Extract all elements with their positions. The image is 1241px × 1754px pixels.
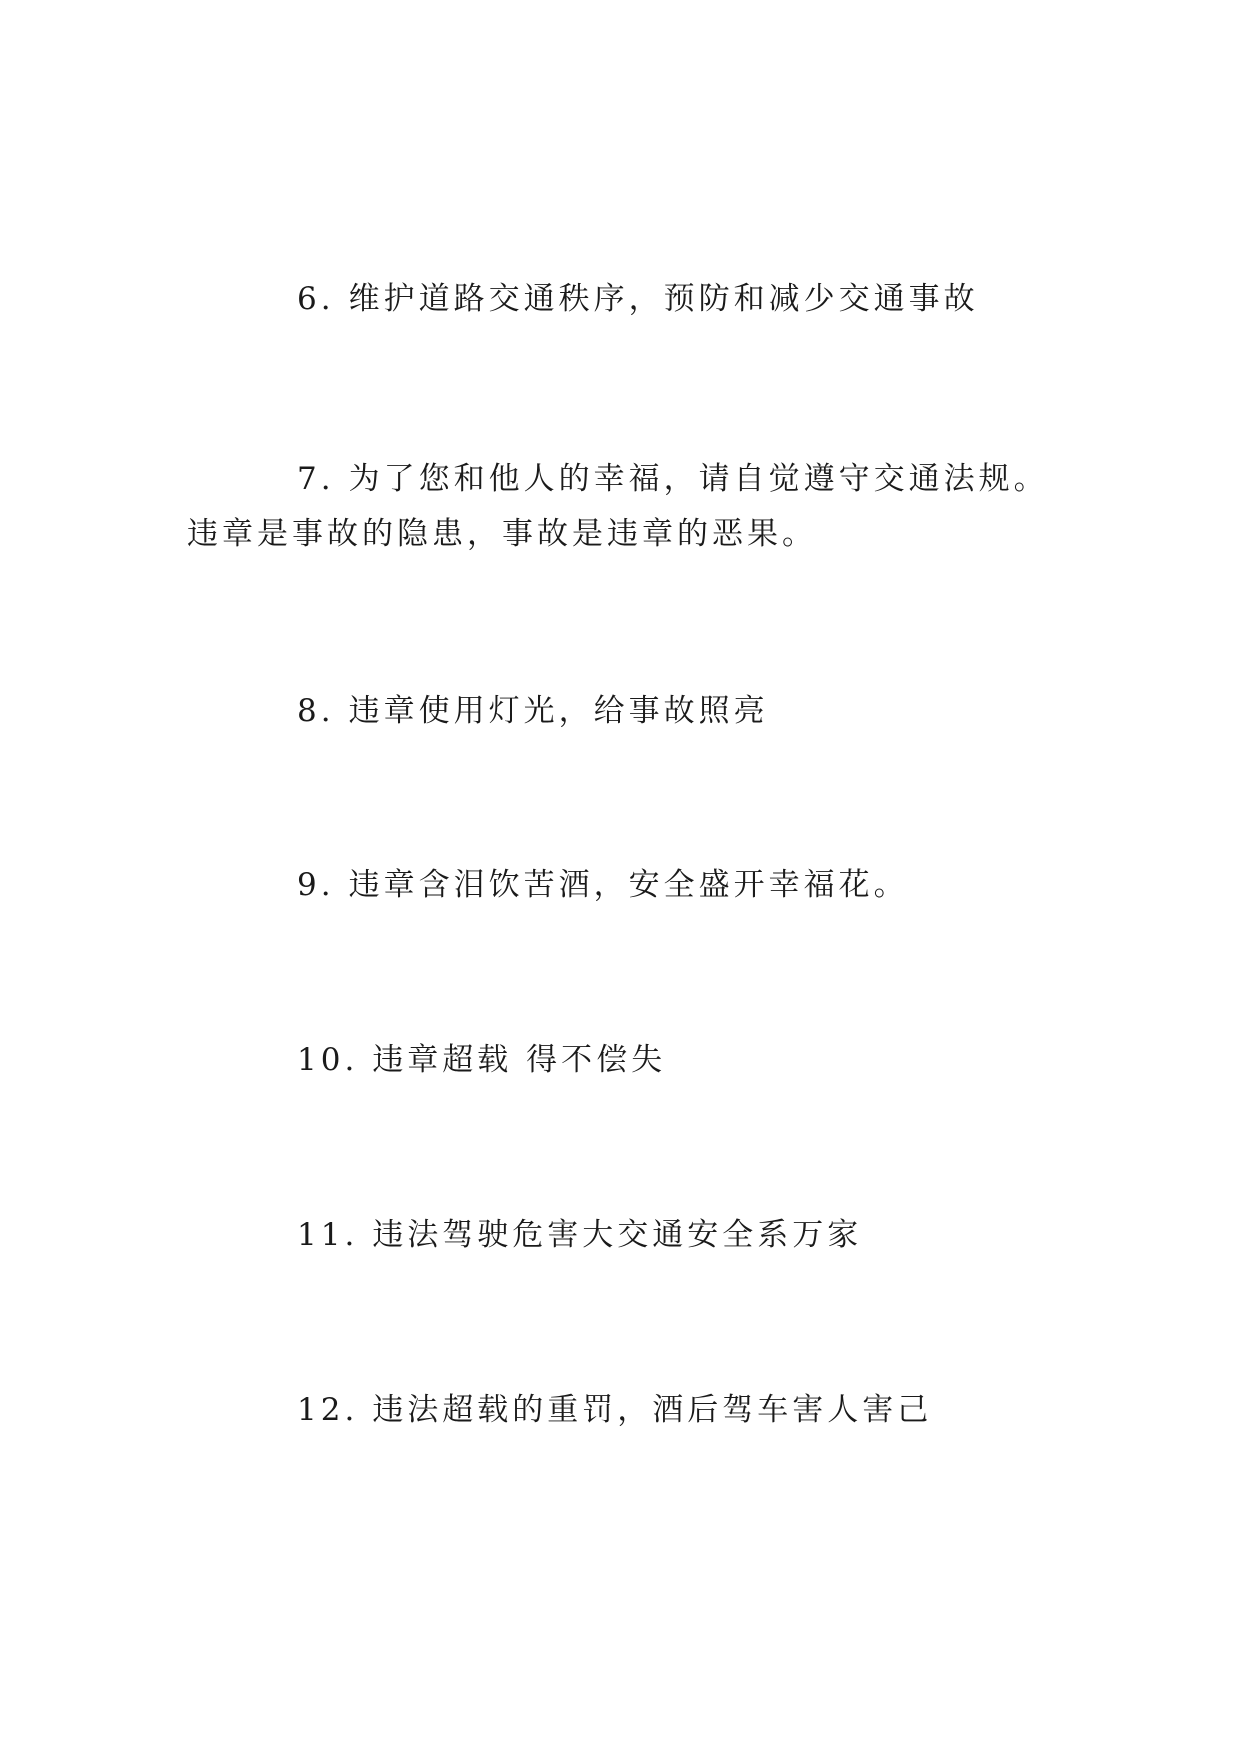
item-number: 7. <box>297 461 335 497</box>
item-text: 违法超载的重罚，酒后驾车害人害己 <box>372 1392 933 1428</box>
item-number: 6. <box>297 281 335 317</box>
item-number: 11. <box>297 1217 359 1253</box>
item-number: 10. <box>297 1042 359 1078</box>
list-item <box>187 272 1053 327</box>
item-text: 违法驾驶危害大交通安全系万家 <box>372 1217 863 1253</box>
item-text: 维护道路交通秩序，预防和减少交通事故 <box>348 281 979 317</box>
list-item <box>187 858 1053 913</box>
item-number: 12. <box>297 1392 359 1428</box>
list-item <box>187 1383 1053 1438</box>
list-item <box>187 452 1053 562</box>
list-item <box>187 684 1053 739</box>
item-text: 违章使用灯光，给事故照亮 <box>348 693 769 729</box>
item-number: 9. <box>297 867 335 903</box>
item-number: 8. <box>297 693 335 729</box>
list-item <box>187 1033 1053 1088</box>
list-item <box>187 1208 1053 1263</box>
item-text: 为了您和他人的幸福，请自觉遵守交通法规。 违章是事故的隐患，事故是违章的恶果。 <box>187 461 1049 552</box>
item-text: 违章超载 得不偿失 <box>372 1042 667 1078</box>
item-text: 违章含泪饮苦酒，安全盛开幸福花。 <box>348 867 909 903</box>
